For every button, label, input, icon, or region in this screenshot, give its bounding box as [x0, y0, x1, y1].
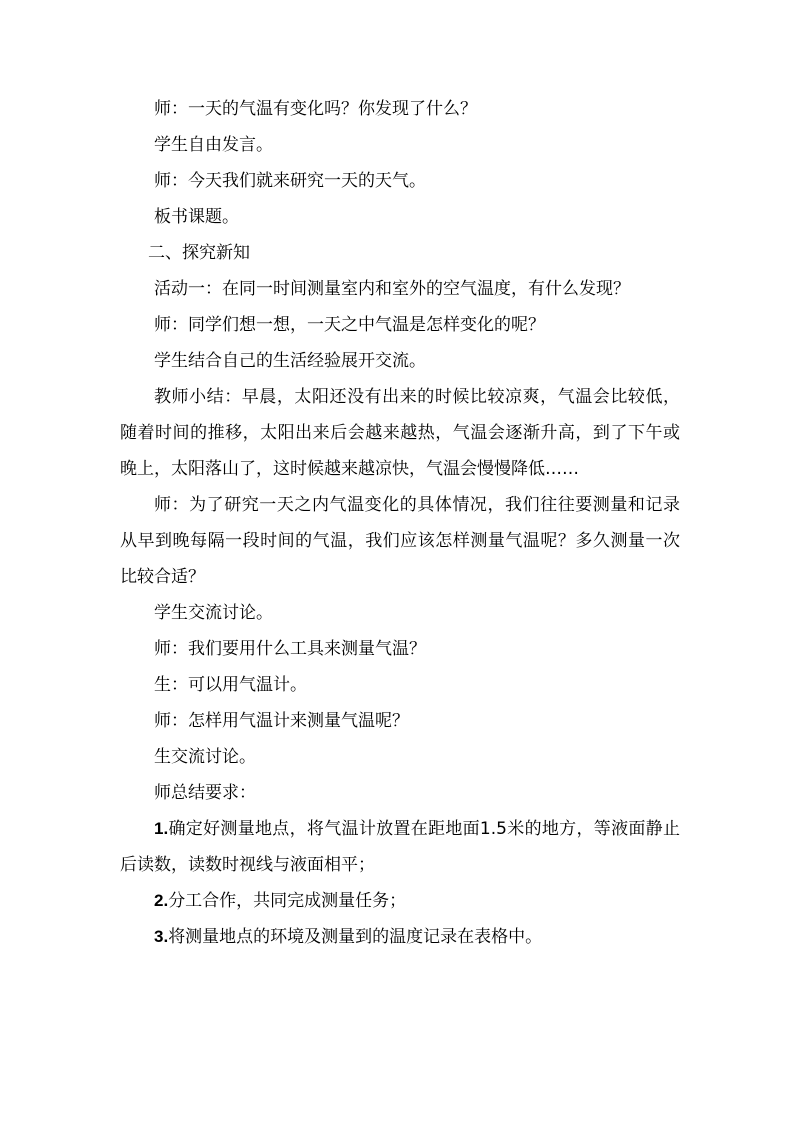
paragraph-teacher-requirements: 师总结要求：	[154, 783, 256, 803]
paragraph-teacher-research: 师：为了研究一天之内气温变化的具体情况，我们往往要测量和记录从早到晚每隔一段时间的气温，我们应该怎样测量气温呢？多久测量一次比较合适？	[120, 495, 680, 587]
paragraph-student-thermometer: 生：可以用气温计。	[154, 675, 307, 695]
paragraph-teacher-summary: 教师小结：早晨，太阳还没有出来的时候比较凉爽，气温会比较低，随着时间的推移，太阳出来后会越来越热，气温会逐渐升高，到了下午或晚上，太阳落山了，这时候越来越凉快，气温会慢慢降低……	[120, 387, 680, 479]
requirement-item-3	[120, 919, 680, 955]
paragraph-teacher-think: 师：同学们想一想，一天之中气温是怎样变化的呢？	[154, 315, 545, 335]
requirement-item-2	[120, 883, 680, 919]
requirement-number: 3.	[154, 927, 169, 946]
requirement-text: 将测量地点的环境及测量到的温度记录在表格中。	[168, 927, 543, 947]
paragraph-student-speak: 学生自由发言。	[154, 135, 273, 155]
paragraph-teacher-tool: 师：我们要用什么工具来测量气温？	[154, 639, 426, 659]
paragraph-board-title: 板书课题。	[154, 207, 239, 227]
paragraph-teacher-question: 师：一天的气温有变化吗？你发现了什么？	[154, 99, 477, 119]
paragraph-teacher-how: 师：怎样用气温计来测量气温呢？	[154, 711, 409, 731]
requirement-number: 1.	[154, 819, 169, 838]
section-heading-explore: 二、探究新知	[148, 243, 250, 263]
paragraph-teacher-today: 师：今天我们就来研究一天的天气。	[154, 171, 426, 191]
requirement-number: 2.	[154, 891, 169, 910]
paragraph-activity-one: 活动一：在同一时间测量室内和室外的空气温度，有什么发现？	[154, 279, 630, 299]
document-body	[120, 91, 680, 955]
paragraph-student-discuss: 学生交流讨论。	[154, 603, 273, 623]
requirement-text: 确定好测量地点，将气温计放置在距地面1.5米的地方，等液面静止后读数，读数时视线与液面相平；	[120, 819, 680, 875]
requirement-item-1	[120, 811, 680, 883]
requirement-text: 分工合作，共同完成测量任务；	[168, 891, 407, 911]
paragraph-student-exchange: 学生结合自己的生活经验展开交流。	[154, 351, 426, 371]
paragraph-student-discuss-2: 生交流讨论。	[154, 747, 256, 767]
